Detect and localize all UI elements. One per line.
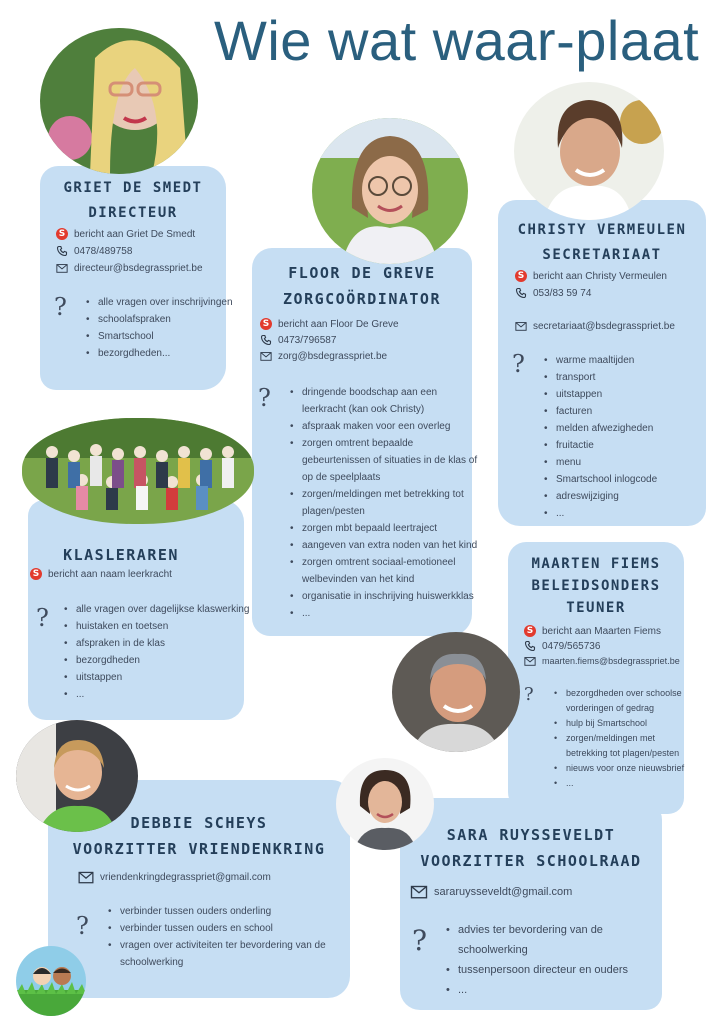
sara-topics (444, 920, 668, 1000)
photo-griet-de-smedt (40, 28, 198, 174)
smartschool-icon: S (524, 625, 536, 637)
floor-message-link[interactable]: S bericht aan Floor De Greve (260, 318, 399, 330)
list-item: • ... (458, 980, 668, 1000)
list-item: • zorgen mbt bepaald leertraject (302, 520, 478, 537)
christy-role: SECRETARIAAT (542, 247, 662, 263)
debbie-role: VOORZITTER VRIENDENKRING (72, 840, 326, 858)
griet-message-link[interactable]: S bericht aan Griet De Smedt (56, 228, 195, 240)
question-mark-icon: ? (412, 924, 428, 957)
sara-name: SARA RUYSSEVELDT (446, 826, 616, 844)
list-item: • uitstappen (76, 669, 250, 686)
list-item: • zorgen/meldingen met betrekking tot plagen/pesten (302, 486, 478, 520)
klasleraren-message-link[interactable]: S bericht aan naam leerkracht (30, 568, 172, 580)
list-item: • alle vragen over dagelijkse klaswerking (76, 601, 250, 618)
smartschool-icon: S (56, 228, 68, 240)
list-item: • dringende boodschap aan een leerkracht (kan ook Christy) (302, 384, 478, 418)
list-item: • tussenpersoon directeur en ouders (458, 960, 668, 980)
list-item: • transport (556, 369, 706, 386)
griet-role: DIRECTEUR (88, 205, 178, 221)
sara-email[interactable]: sararuysseveldt@gmail.com (410, 884, 572, 899)
list-item: • verbinder tussen ouders onderling (120, 903, 348, 920)
mail-icon (56, 262, 68, 274)
phone-icon (260, 334, 272, 346)
question-mark-icon: ? (36, 604, 49, 632)
list-item: • zorgen/meldingen met betrekking tot plagen/pesten (566, 731, 690, 761)
smartschool-icon: S (260, 318, 272, 330)
photo-christy-vermeulen (514, 82, 664, 220)
klasleraren-name: KLASLERAREN (63, 546, 179, 564)
list-item: • advies ter bevordering van de schoolwerking (458, 920, 668, 960)
debbie-name: DEBBIE SCHEYS (130, 814, 268, 832)
list-item: • ... (76, 686, 250, 703)
list-item: • facturen (556, 403, 706, 420)
griet-phone[interactable]: 0478/489758 (56, 245, 132, 257)
floor-topics (288, 384, 478, 622)
page-title: Wie wat waar-plaat (214, 9, 700, 72)
mail-icon (515, 320, 527, 332)
list-item: • nieuws voor onze nieuwsbrief (566, 761, 690, 776)
floor-email[interactable]: zorg@bsdegrasspriet.be (260, 350, 387, 362)
list-item: • Smartschool (98, 328, 238, 345)
maarten-role-line2: TEUNER (566, 600, 626, 616)
debbie-topics (106, 903, 348, 971)
list-item: • menu (556, 454, 706, 471)
list-item: • verbinder tussen ouders en school (120, 920, 348, 937)
floor-name: FLOOR DE GREVE (288, 264, 436, 282)
christy-name: CHRISTY VERMEULEN (517, 222, 687, 238)
phone-icon (515, 287, 527, 299)
griet-name: GRIET DE SMEDT (63, 180, 203, 196)
question-mark-icon: ? (54, 293, 67, 321)
list-item: • warme maaltijden (556, 352, 706, 369)
list-item: • bezorgdheden over schoolse vorderingen of gedrag (566, 686, 690, 716)
christy-email[interactable]: secretariaat@bsdegrasspriet.be (515, 320, 675, 332)
mail-icon (524, 655, 536, 667)
mail-icon (78, 870, 94, 884)
griet-email[interactable]: directeur@bsdegrasspriet.be (56, 262, 203, 274)
question-mark-icon: ? (512, 350, 525, 378)
mail-icon (260, 350, 272, 362)
list-item: • huistaken en toetsen (76, 618, 250, 635)
list-item: • ... (556, 505, 706, 522)
list-item: • melden afwezigheden (556, 420, 706, 437)
sara-role: VOORZITTER SCHOOLRAAD (420, 852, 642, 870)
maarten-name: MAARTEN FIEMS (531, 556, 661, 572)
maarten-message-link[interactable]: S bericht aan Maarten Fiems (524, 625, 661, 637)
phone-icon (56, 245, 68, 257)
list-item: • ... (566, 776, 690, 791)
list-item: • bezorgdheden (76, 652, 250, 669)
phone-icon (524, 640, 536, 652)
list-item: • alle vragen over inschrijvingen (98, 294, 238, 311)
list-item: • uitstappen (556, 386, 706, 403)
list-item: • hulp bij Smartschool (566, 716, 690, 731)
photo-maarten-fiems (392, 632, 520, 752)
list-item: • schoolafspraken (98, 311, 238, 328)
list-item: • adreswijziging (556, 488, 706, 505)
floor-phone[interactable]: 0473/796587 (260, 334, 336, 346)
list-item: • ... (302, 605, 478, 622)
mail-icon (410, 884, 428, 899)
list-item: • zorgen omtrent bepaalde gebeurtenissen of situaties in de klas of op de speelplaats (302, 435, 478, 486)
list-item: • afspraak maken voor een overleg (302, 418, 478, 435)
christy-message-link[interactable]: S bericht aan Christy Vermeulen (515, 270, 667, 282)
klasleraren-topics (62, 601, 250, 703)
list-item: • Smartschool inlogcode (556, 471, 706, 488)
list-item: • organisatie in inschrijving huiswerkklas (302, 588, 478, 605)
maarten-email[interactable]: maarten.fiems@bsdegrasspriet.be (524, 655, 680, 667)
griet-topics (84, 294, 238, 362)
christy-topics (542, 352, 706, 522)
smartschool-icon: S (515, 270, 527, 282)
maarten-phone[interactable]: 0479/565736 (524, 640, 600, 652)
list-item: • zorgen omtrent sociaal-emotioneel welbevinden van het kind (302, 554, 478, 588)
debbie-email[interactable]: vriendenkringdegrasspriet@gmail.com (78, 870, 271, 884)
photo-team-group (22, 418, 254, 524)
list-item: • fruitactie (556, 437, 706, 454)
maarten-topics (552, 686, 690, 791)
list-item: • vragen over activiteiten ter bevordering van de schoolwerking (120, 937, 348, 971)
photo-floor-de-greve (312, 118, 468, 264)
list-item: • afspraken in de klas (76, 635, 250, 652)
floor-role: ZORGCOÖRDINATOR (283, 290, 441, 308)
question-mark-icon: ? (524, 684, 534, 705)
smartschool-icon: S (30, 568, 42, 580)
list-item: • bezorgdheden... (98, 345, 238, 362)
list-item: • aangeven van extra noden van het kind (302, 537, 478, 554)
christy-phone[interactable]: 053/83 59 74 (515, 287, 591, 299)
question-mark-icon: ? (258, 384, 271, 412)
school-logo (16, 946, 86, 1016)
question-mark-icon: ? (76, 912, 89, 940)
maarten-role-line1: BELEIDSONDERS (531, 578, 661, 594)
